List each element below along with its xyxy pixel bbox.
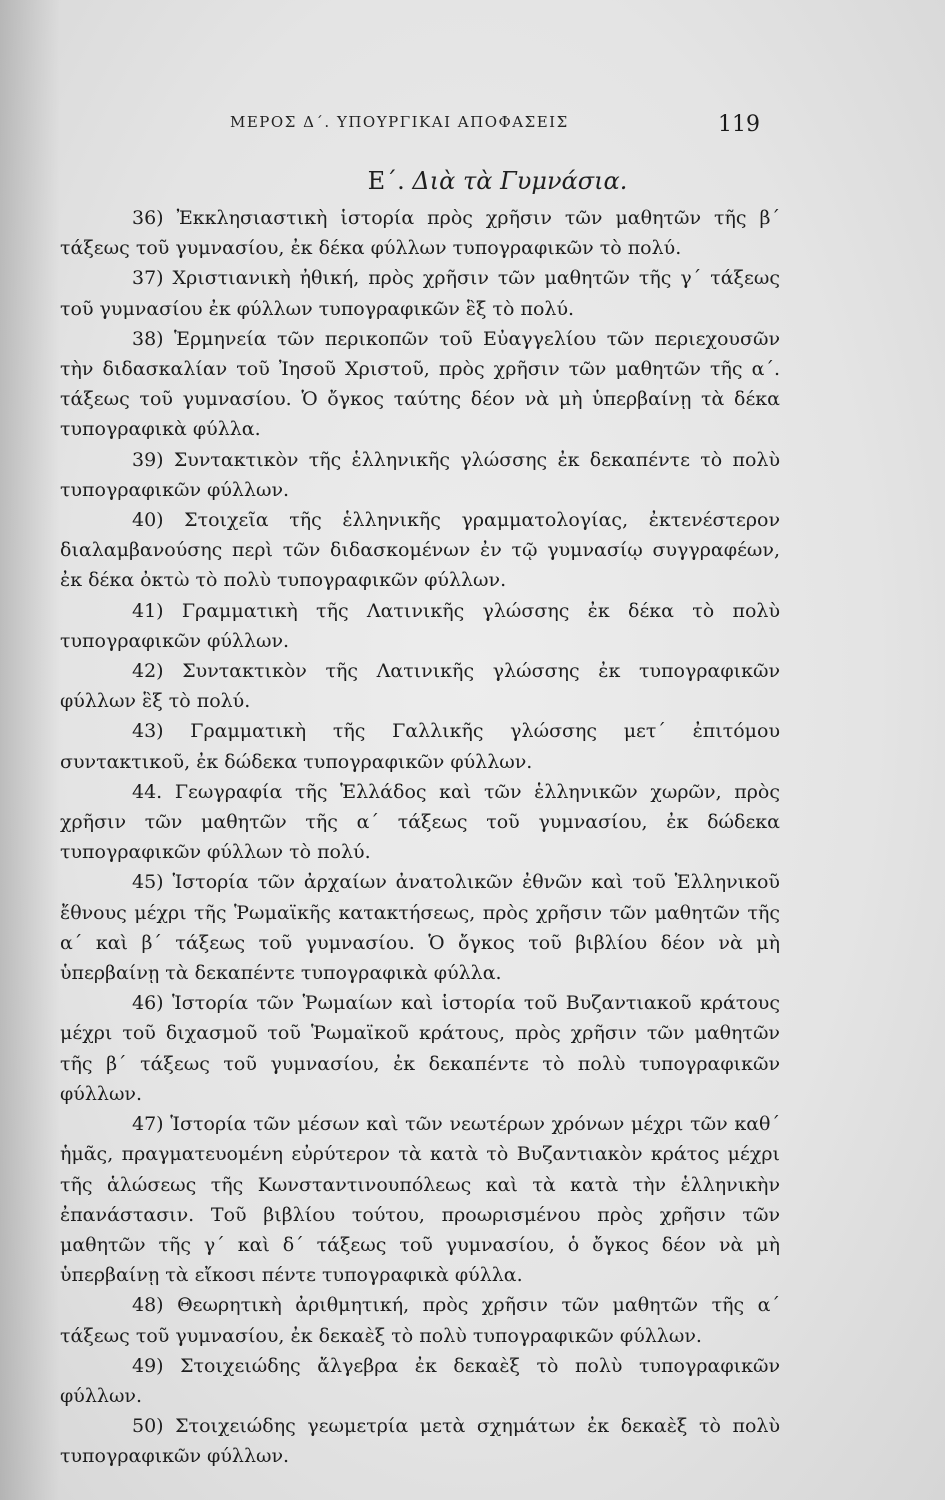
entry-46: 46) Ἱστορία τῶν Ῥωμαίων καὶ ἱστορία τοῦ Βυζαντιακοῦ κράτους μέχρι τοῦ διχασμοῦ τοῦ Ῥωμαϊκοῦ κράτους, πρὸς χρῆσιν τῶν μαθητῶν τῆς β΄ τάξεως τοῦ γυμνασίου, ἐκ δεκαπέντε τὸ πολὺ τυπογραφικῶν φύλλων.	[60, 992, 780, 1105]
entry-45: 45) Ἱστορία τῶν ἀρχαίων ἀνατολικῶν ἐθνῶν καὶ τοῦ Ἑλληνικοῦ ἔθνους μέχρι τῆς Ῥωμαϊκῆς κατακτήσεως, πρὸς χρῆσιν τῶν μαθητῶν τῆς α΄ καὶ β΄ τάξεως τοῦ γυμνασίου. Ὁ ὄγκος τοῦ βιβλίου δέον νὰ μὴ ὑπερβαίνῃ τὰ δεκαπέντε τυπογραφικὰ φύλλα.	[60, 871, 780, 985]
entry-48: 48) Θεωρητικὴ ἀριθμητική, πρὸς χρῆσιν τῶν μαθητῶν τῆς α΄ τάξεως τοῦ γυμνασίου, ἐκ δεκαὲξ τὸ πολὺ τυπογραφικῶν φύλλων.	[60, 1294, 780, 1347]
entry-41: 41) Γραμματικὴ τῆς Λατινικῆς γλώσσης ἐκ δέκα τὸ πολὺ τυπογραφικῶν φύλλων.	[60, 599, 780, 652]
entry-40: 40) Στοιχεῖα τῆς ἑλληνικῆς γραμματολογίας, ἐκτενέστερον διαλαμβανούσης περὶ τῶν διδασκομένων ἐν τῷ γυμνασίῳ συγγραφέων, ἐκ δέκα ὀκτὼ τὸ πολὺ τυπογραφικῶν φύλλων.	[60, 509, 780, 592]
entry-list	[60, 203, 780, 1472]
section-heading	[0, 167, 945, 195]
entry-37: 37) Χριστιανικὴ ἠθική, πρὸς χρῆσιν τῶν μαθητῶν τῆς γ΄ τάξεως τοῦ γυμνασίου ἐκ φύλλων τυπογραφικῶν ἓξ τὸ πολύ.	[60, 267, 780, 320]
entry-49: 49) Στοιχειώδης ἄλγεβρα ἐκ δεκαὲξ τὸ πολὺ τυπογραφικῶν φύλλων.	[60, 1354, 780, 1407]
entry-36: 36) Ἐκκλησιαστικὴ ἱστορία πρὸς χρῆσιν τῶν μαθητῶν τῆς β΄ τάξεως τοῦ γυμνασίου, ἐκ δέκα φύλλων τυπογραφικῶν τὸ πολύ.	[60, 207, 780, 260]
section-label: Ε΄.	[367, 167, 405, 195]
entry-39: 39) Συντακτικὸν τῆς ἑλληνικῆς γλώσσης ἐκ δεκαπέντε τὸ πολὺ τυπογραφικῶν φύλλων.	[60, 448, 780, 501]
running-header: ΜΕΡΟΣ Δ΄. ΥΠΟΥΡΓΙΚΑΙ ΑΠΟΦΑΣΕΙΣ	[230, 113, 569, 131]
page-number: 119	[718, 112, 760, 137]
entry-42: 42) Συντακτικὸν τῆς Λατινικῆς γλώσσης ἐκ τυπογραφικῶν φύλλων ἓξ τὸ πολύ.	[60, 660, 780, 713]
entry-44: 44. Γεωγραφία τῆς Ἑλλάδος καὶ τῶν ἑλληνικῶν χωρῶν, πρὸς χρῆσιν τῶν μαθητῶν τῆς α΄ τάξεως τοῦ γυμνασίου, ἐκ δώδεκα τυπογραφικῶν φύλλων τὸ πολύ.	[60, 780, 780, 864]
entry-38: 38) Ἑρμηνεία τῶν περικοπῶν τοῦ Εὐαγγελίου τῶν περιεχουσῶν τὴν διδασκαλίαν τοῦ Ἰησοῦ Χριστοῦ, πρὸς χρῆσιν τῶν μαθητῶν τῆς α΄. τάξεως τοῦ γυμνασίου. Ὁ ὄγκος ταύτης δέον νὰ μὴ ὑπερβαίνῃ τὰ δέκα τυπογραφικὰ φύλλα.	[60, 327, 780, 441]
section-title: Διὰ τὰ Γυμνάσια.	[412, 167, 628, 195]
entry-43: 43) Γραμματικὴ τῆς Γαλλικῆς γλώσσης μετ΄ ἐπιτόμου συντακτικοῦ, ἐκ δώδεκα τυπογραφικῶν φύλλων.	[60, 720, 780, 773]
page-binding-shadow	[0, 0, 60, 1500]
entry-47: 47) Ἱστορία τῶν μέσων καὶ τῶν νεωτέρων χρόνων μέχρι τῶν καθ΄ ἡμᾶς, πραγματευομένη εὐρύτερον τὰ κατὰ τὸ Βυζαντιακὸν κράτος μέχρι τῆς ἁλώσεως τῆς Κωνσταντινουπόλεως καὶ τὰ κατὰ τὴν ἑλληνικὴν ἐπανάστασιν. Τοῦ βιβλίου τούτου, προωρισμένου πρὸς χρῆσιν τῶν μαθητῶν τῆς γ΄ καὶ δ΄ τάξεως τοῦ γυμνασίου, ὁ ὄγκος δέον νὰ μὴ ὑπερβαίνῃ τὰ εἴκοσι πέντε τυπογραφικὰ φύλλα.	[60, 1113, 780, 1287]
entry-50: 50) Στοιχειώδης γεωμετρία μετὰ σχημάτων ἐκ δεκαὲξ τὸ πολὺ τυπογραφικῶν φύλλων.	[60, 1415, 780, 1468]
